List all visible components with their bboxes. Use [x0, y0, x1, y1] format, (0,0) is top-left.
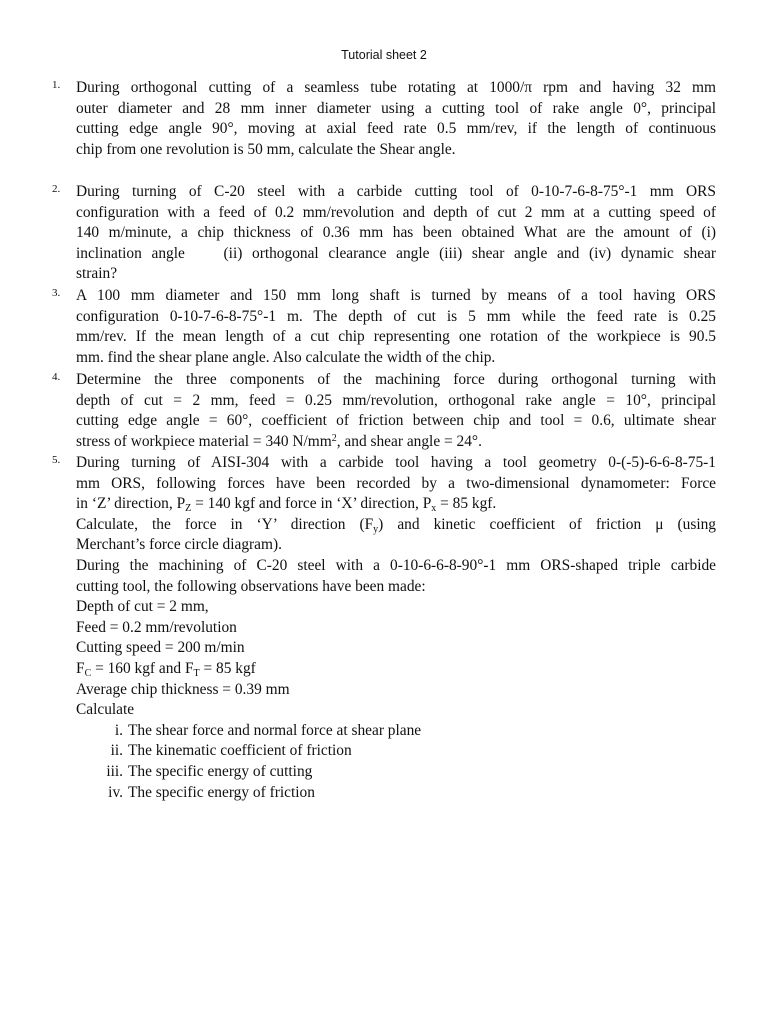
- text-segment: , and shear angle = 24°.: [336, 432, 482, 450]
- sub-question-number: iv.: [108, 783, 123, 801]
- text-segment: = 85 kgf.: [436, 495, 497, 513]
- question-3: [52, 286, 716, 368]
- question-number: 4.: [52, 371, 61, 383]
- text-segment: = 85 kgf: [199, 659, 256, 677]
- text-line: Merchant’s force circle diagram).: [76, 536, 282, 554]
- sub-question-item: [88, 721, 716, 742]
- text-line: Average chip thickness = 0.39 mm: [76, 680, 290, 698]
- page-title: Tutorial sheet 2: [341, 48, 427, 62]
- text-segment: F: [76, 659, 85, 677]
- sub-question-text: The specific energy of cutting: [128, 762, 313, 780]
- question-text: [76, 78, 716, 160]
- text-line: Depth of cut = 2 mm,: [76, 598, 209, 616]
- subscript: x: [431, 503, 437, 515]
- subscript: Z: [185, 503, 192, 515]
- sub-question-text: The specific energy of friction: [128, 783, 315, 801]
- text-line: depth of cut = 2 mm, feed = 0.25 mm/revolution, orthogonal rake angle = 10°, principal: [76, 391, 716, 409]
- text-segment: Calculate, the force in ‘Y’ direction (F: [76, 515, 374, 533]
- text-line: configuration with a feed of 0.2 mm/revolution and depth of cut 2 mm at a cutting speed of: [76, 203, 716, 221]
- text-segment: ) and kinetic coefficient of friction μ (using: [378, 515, 716, 533]
- question-number: 3.: [52, 287, 61, 299]
- question-text: [76, 453, 716, 803]
- text-line: During orthogonal cutting of a seamless tube rotating at 1000/π rpm and having 32 mm: [76, 79, 716, 96]
- question-text: [76, 286, 716, 368]
- question-4: [52, 370, 716, 452]
- sub-question-item: [88, 762, 716, 783]
- text-line: [76, 432, 716, 453]
- text-line: cutting edge angle 90°, moving at axial feed rate 0.5 mm/rev, if the length of continuous: [76, 120, 716, 138]
- sub-question-text: The shear force and normal force at shear plane: [128, 721, 422, 739]
- question-5: [52, 453, 716, 803]
- text-line: mm/rev. If the mean length of a cut chip representing one rotation of the workpiece is 90.5: [76, 328, 716, 346]
- question-text: [76, 370, 716, 452]
- sub-question-number: iii.: [106, 762, 123, 780]
- text-line: Determine the three components of the machining force during orthogonal turning with: [76, 371, 716, 388]
- text-line: Cutting speed = 200 m/min: [76, 639, 245, 657]
- sub-question-list: [76, 721, 716, 803]
- question-2: [52, 182, 716, 285]
- sub-question-item: [88, 783, 716, 804]
- question-1: [52, 78, 716, 160]
- text-line: cutting edge angle = 60°, coefficient of friction between chip and tool = 0.6, ultimate shear: [76, 412, 716, 430]
- superscript: 2: [331, 432, 337, 444]
- sub-question-text: The kinematic coefficient of friction: [128, 742, 352, 760]
- text-line: During turning of AISI-304 with a carbide tool having a tool geometry 0-(-5)-6-6-8-75-1: [76, 454, 716, 471]
- text-segment: = 140 kgf and force in ‘X’ direction, P: [191, 495, 432, 513]
- subscript: y: [373, 523, 379, 535]
- text-line: [76, 494, 716, 515]
- question-number: 5.: [52, 454, 61, 466]
- text-line: 140 m/minute, a chip thickness of 0.36 mm has been obtained What are the amount of (i): [76, 224, 716, 242]
- text-line: During turning of C-20 steel with a carbide cutting tool of 0-10-7-6-8-75°-1 mm ORS: [76, 183, 716, 200]
- text-line: outer diameter and 28 mm inner diameter using a cutting tool of rake angle 0°, principal: [76, 99, 716, 117]
- question-number: 2.: [52, 183, 61, 195]
- sub-question-number: ii.: [110, 742, 123, 760]
- text-line: Calculate: [76, 701, 135, 719]
- sub-question-item: [88, 741, 716, 762]
- text-line: strain?: [76, 265, 118, 283]
- text-line: cutting tool, the following observations have been made:: [76, 577, 426, 595]
- text-line: [76, 659, 716, 680]
- text-line: During the machining of C-20 steel with a 0-10-6-6-8-90°-1 mm ORS-shaped triple carbide: [76, 556, 716, 574]
- text-line: configuration 0-10-7-6-8-75°-1 m. The depth of cut is 5 mm while the feed rate is 0.25: [76, 307, 716, 325]
- question-text: [76, 182, 716, 285]
- text-line: A 100 mm diameter and 150 mm long shaft is turned by means of a tool having ORS: [76, 287, 716, 304]
- subscript: C: [84, 667, 92, 679]
- text-line: mm. find the shear plane angle. Also calculate the width of the chip.: [76, 348, 496, 366]
- text-line: Feed = 0.2 mm/revolution: [76, 618, 237, 636]
- text-segment: = 160 kgf and F: [91, 659, 194, 677]
- text-segment: stress of workpiece material = 340 N/mm: [76, 432, 332, 450]
- text-line: inclination angle (ii) orthogonal clearance angle (iii) shear angle and (iv) dynamic shear: [76, 244, 716, 262]
- text-line: [76, 515, 716, 536]
- text-line: chip from one revolution is 50 mm, calculate the Shear angle.: [76, 140, 456, 158]
- subscript: T: [193, 667, 200, 679]
- question-number: 1.: [52, 79, 61, 91]
- text-segment: in ‘Z’ direction, P: [76, 495, 186, 513]
- text-line: mm ORS, following forces have been recorded by a two-dimensional dynamometer: Force: [76, 474, 716, 492]
- sub-question-number: i.: [114, 721, 123, 739]
